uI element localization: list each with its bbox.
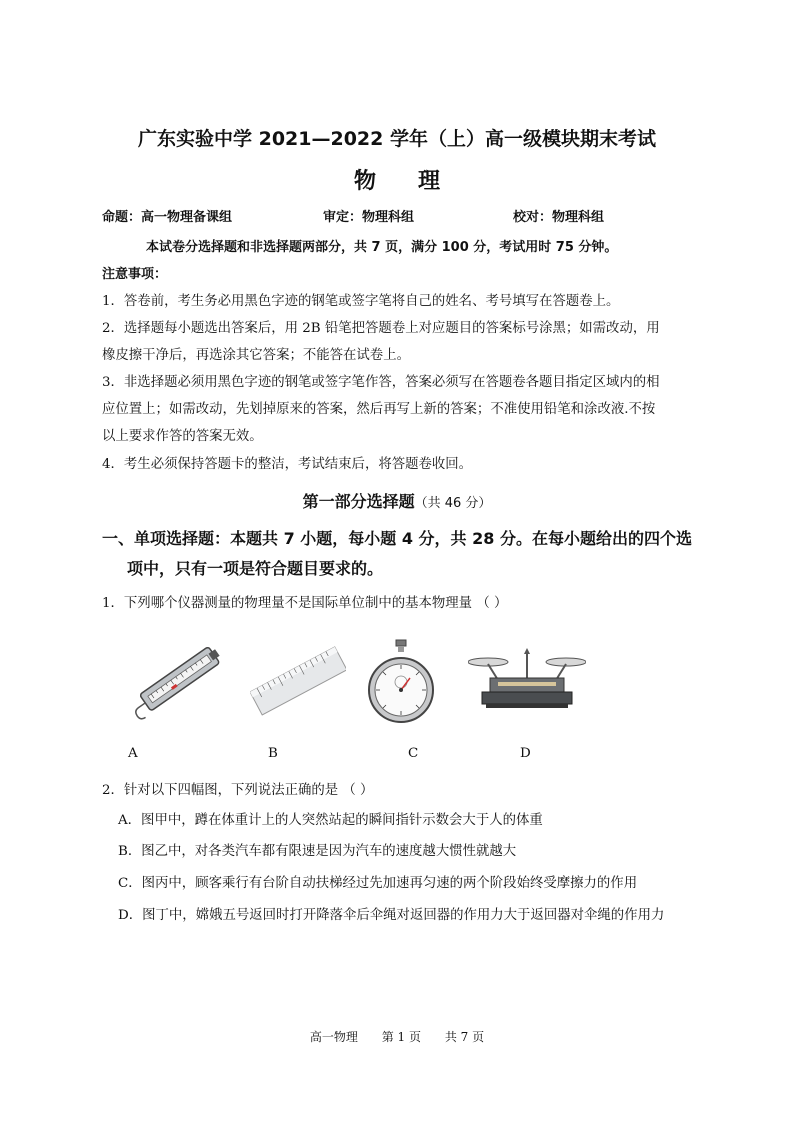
question-2-stem: 2．针对以下四幅图，下列说法正确的是 （ ） (102, 783, 374, 798)
question-2-option-d: D．图丁中，嫦娥五号返回时打开降落伞后伞绳对返回器的作用力大于返回器对伞绳的作用力 (118, 908, 665, 923)
page-footer (0, 1028, 794, 1045)
spring-scale-image (128, 640, 228, 720)
ruler-image (250, 642, 346, 718)
reviewer-label: 审定：物理科组 (323, 210, 415, 225)
question-2-option-a: A．图甲中，蹲在体重计上的人突然站起的瞬间指针示数会大于人的体重 (118, 813, 543, 828)
stopwatch-image (366, 638, 436, 730)
part-heading-line1: 一、单项选择题：本题共 7 小题，每小题 4 分，共 28 分。在每小题给出的四个选 (102, 529, 692, 548)
note-line: 3．非选择题必须用黑色字迹的钢笔或签字笔作答，答案必须写在答题卷各题目指定区域内的相 (102, 375, 660, 390)
question-1-stem: 1．下列哪个仪器测量的物理量不是国际单位制中的基本物理量 （ ） (102, 596, 508, 611)
section-score: （共 46 分） (414, 496, 492, 511)
exam-title: 广东实验中学 2021—2022 学年（上）高一级模块期末考试 (138, 128, 656, 150)
option-label-c: C (408, 746, 419, 761)
setter-label: 命题：高一物理备课组 (102, 210, 233, 225)
footer-page: 第 1 页 (381, 1030, 421, 1044)
exam-intro: 本试卷分选择题和非选择题两部分，共 7 页，满分 100 分，考试用时 75 分钟。 (146, 240, 618, 255)
question-2-option-c: C．图丙中，顾客乘行有台阶自动扶梯经过先加速再匀速的两个阶段始终受摩擦力的作用 (118, 876, 638, 891)
option-label-a: A (128, 746, 138, 761)
footer-subject: 高一物理 (309, 1030, 358, 1044)
part-heading-line2: 项中，只有一项是符合题目要求的。 (127, 559, 384, 578)
option-label-b: B (268, 746, 278, 761)
subject-title: 物理 (353, 169, 482, 194)
question-2-option-b: B．图乙中，对各类汽车都有限速是因为汽车的速度越大惯性就越大 (118, 844, 517, 859)
note-line: 应位置上；如需改动，先划掉原来的答案，然后再写上新的答案；不准使用铅笔和涂改液.不按 (102, 402, 656, 417)
notes-heading: 注意事项： (102, 267, 168, 282)
footer-total: 共 7 页 (444, 1030, 485, 1044)
note-line: 1．答卷前，考生务必用黑色字迹的钢笔或签字笔将自己的姓名、考号填写在答题卷上。 (102, 294, 620, 309)
note-line: 2．选择题每小题选出答案后，用 2B 铅笔把答题卷上对应题目的答案标号涂黑；如需改动，用 (102, 321, 660, 336)
note-line: 以上要求作答的答案无效。 (102, 429, 263, 444)
section-title: 第一部分选择题 (302, 492, 415, 511)
note-line: 4．考生必须保持答题卡的整洁，考试结束后，将答题卷收回。 (102, 457, 473, 472)
balance-scale-image (468, 646, 586, 712)
option-label-d: D (520, 746, 531, 761)
proofreader-label: 校对：物理科组 (513, 210, 605, 225)
note-line: 橡皮擦干净后，再选涂其它答案；不能答在试卷上。 (102, 348, 410, 363)
section-heading (0, 489, 794, 512)
